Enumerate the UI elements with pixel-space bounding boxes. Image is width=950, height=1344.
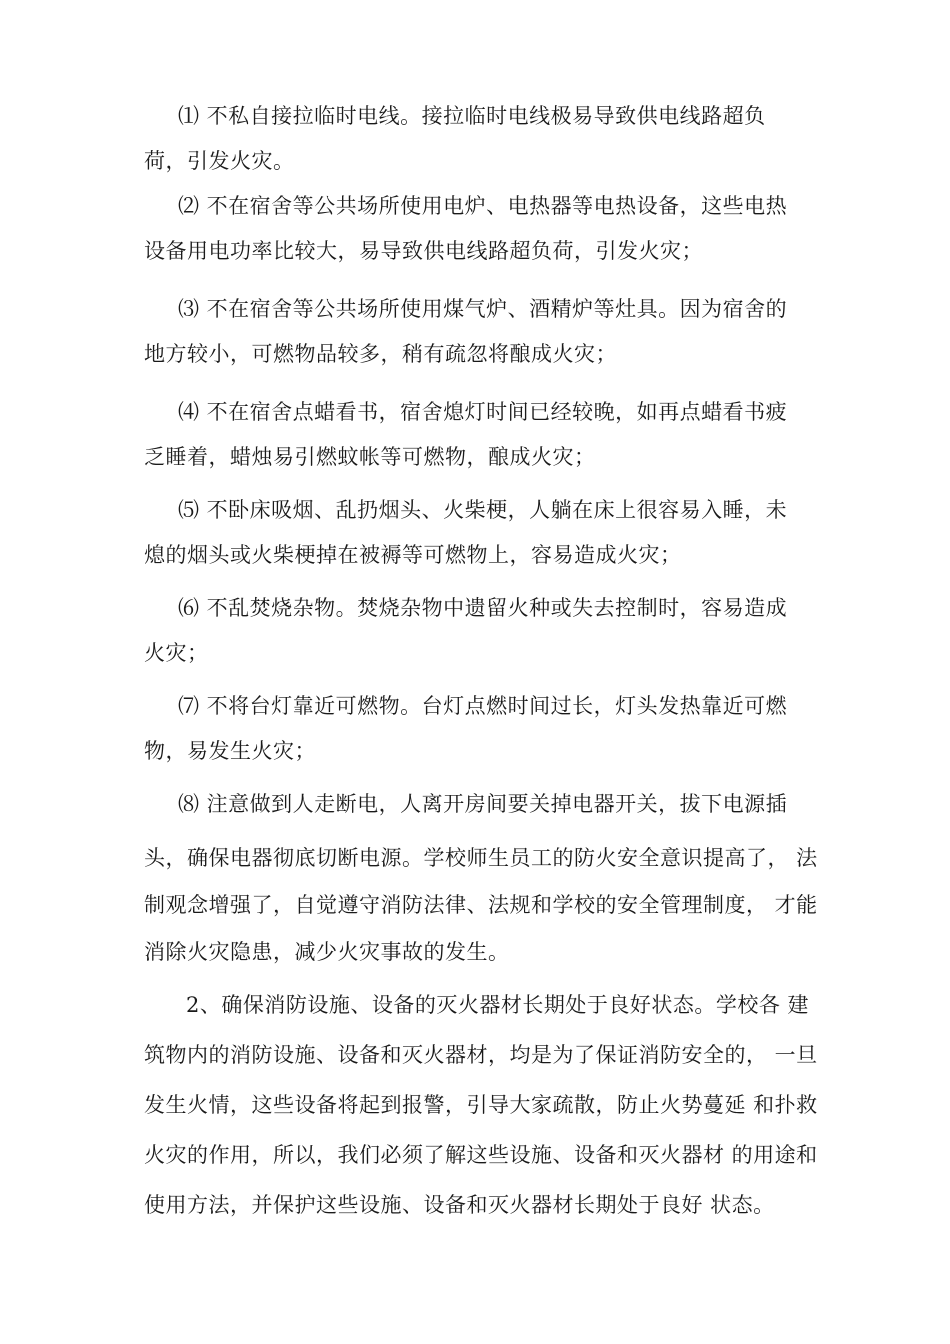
- text-line: ⑺ 不将台灯靠近可燃物。台灯点燃时间过长，灯头发热靠近可燃: [178, 694, 788, 718]
- text-line: 使用方法，并保护这些设施、设备和灭火器材长期处于良好 状态。: [144, 1193, 775, 1217]
- text-line: 设备用电功率比较大，易导致供电线路超负荷，引发火灾；: [144, 239, 703, 263]
- text-line: ⑸ 不卧床吸烟、乱扔烟头、火柴梗，人躺在床上很容易入睡，未: [178, 498, 788, 522]
- text-line: 发生火情，这些设备将起到报警，引导大家疏散，防止火势蔓延 和扑救: [144, 1093, 818, 1117]
- text-line: 火灾；: [144, 641, 209, 665]
- text-line: ⑹ 不乱焚烧杂物。焚烧杂物中遗留火种或失去控制时，容易造成: [178, 596, 788, 620]
- text-line: 消除火灾隐患，减少火灾事故的发生。: [144, 940, 510, 964]
- text-line: 筑物内的消防设施、设备和灭火器材，均是为了保证消防安全的， 一旦: [144, 1043, 818, 1067]
- text-line: ⑵ 不在宿舍等公共场所使用电炉、电热器等电热设备，这些电热: [178, 194, 788, 218]
- text-line: 物，易发生火灾；: [144, 739, 316, 763]
- text-line: 熄的烟头或火柴梗掉在被褥等可燃物上，容易造成火灾；: [144, 543, 682, 567]
- text-line: 乏睡着，蜡烛易引燃蚊帐等可燃物，酿成火灾；: [144, 445, 596, 469]
- text-line: 2、确保消防设施、设备的灭火器材长期处于良好状态。学校各 建: [186, 993, 810, 1017]
- text-line: ⑷ 不在宿舍点蜡看书，宿舍熄灯时间已经较晚，如再点蜡看书疲: [178, 400, 788, 424]
- text-line: ⑻ 注意做到人走断电，人离开房间要关掉电器开关，拔下电源插: [178, 792, 788, 816]
- text-line: 头，确保电器彻底切断电源。学校师生员工的防火安全意识提高了， 法: [144, 846, 818, 870]
- text-line: 地方较小，可燃物品较多，稍有疏忽将酿成火灾；: [144, 342, 617, 366]
- text-line: 火灾的作用，所以，我们必须了解这些设施、设备和灭火器材 的用途和: [144, 1143, 818, 1167]
- text-line: 荷，引发火灾。: [144, 149, 295, 173]
- text-line: ⑶ 不在宿舍等公共场所使用煤气炉、酒精炉等灶具。因为宿舍的: [178, 297, 788, 321]
- text-line: ⑴ 不私自接拉临时电线。接拉临时电线极易导致供电线路超负: [178, 104, 766, 128]
- text-line: 制观念增强了，自觉遵守消防法律、法规和学校的安全管理制度， 才能: [144, 893, 818, 917]
